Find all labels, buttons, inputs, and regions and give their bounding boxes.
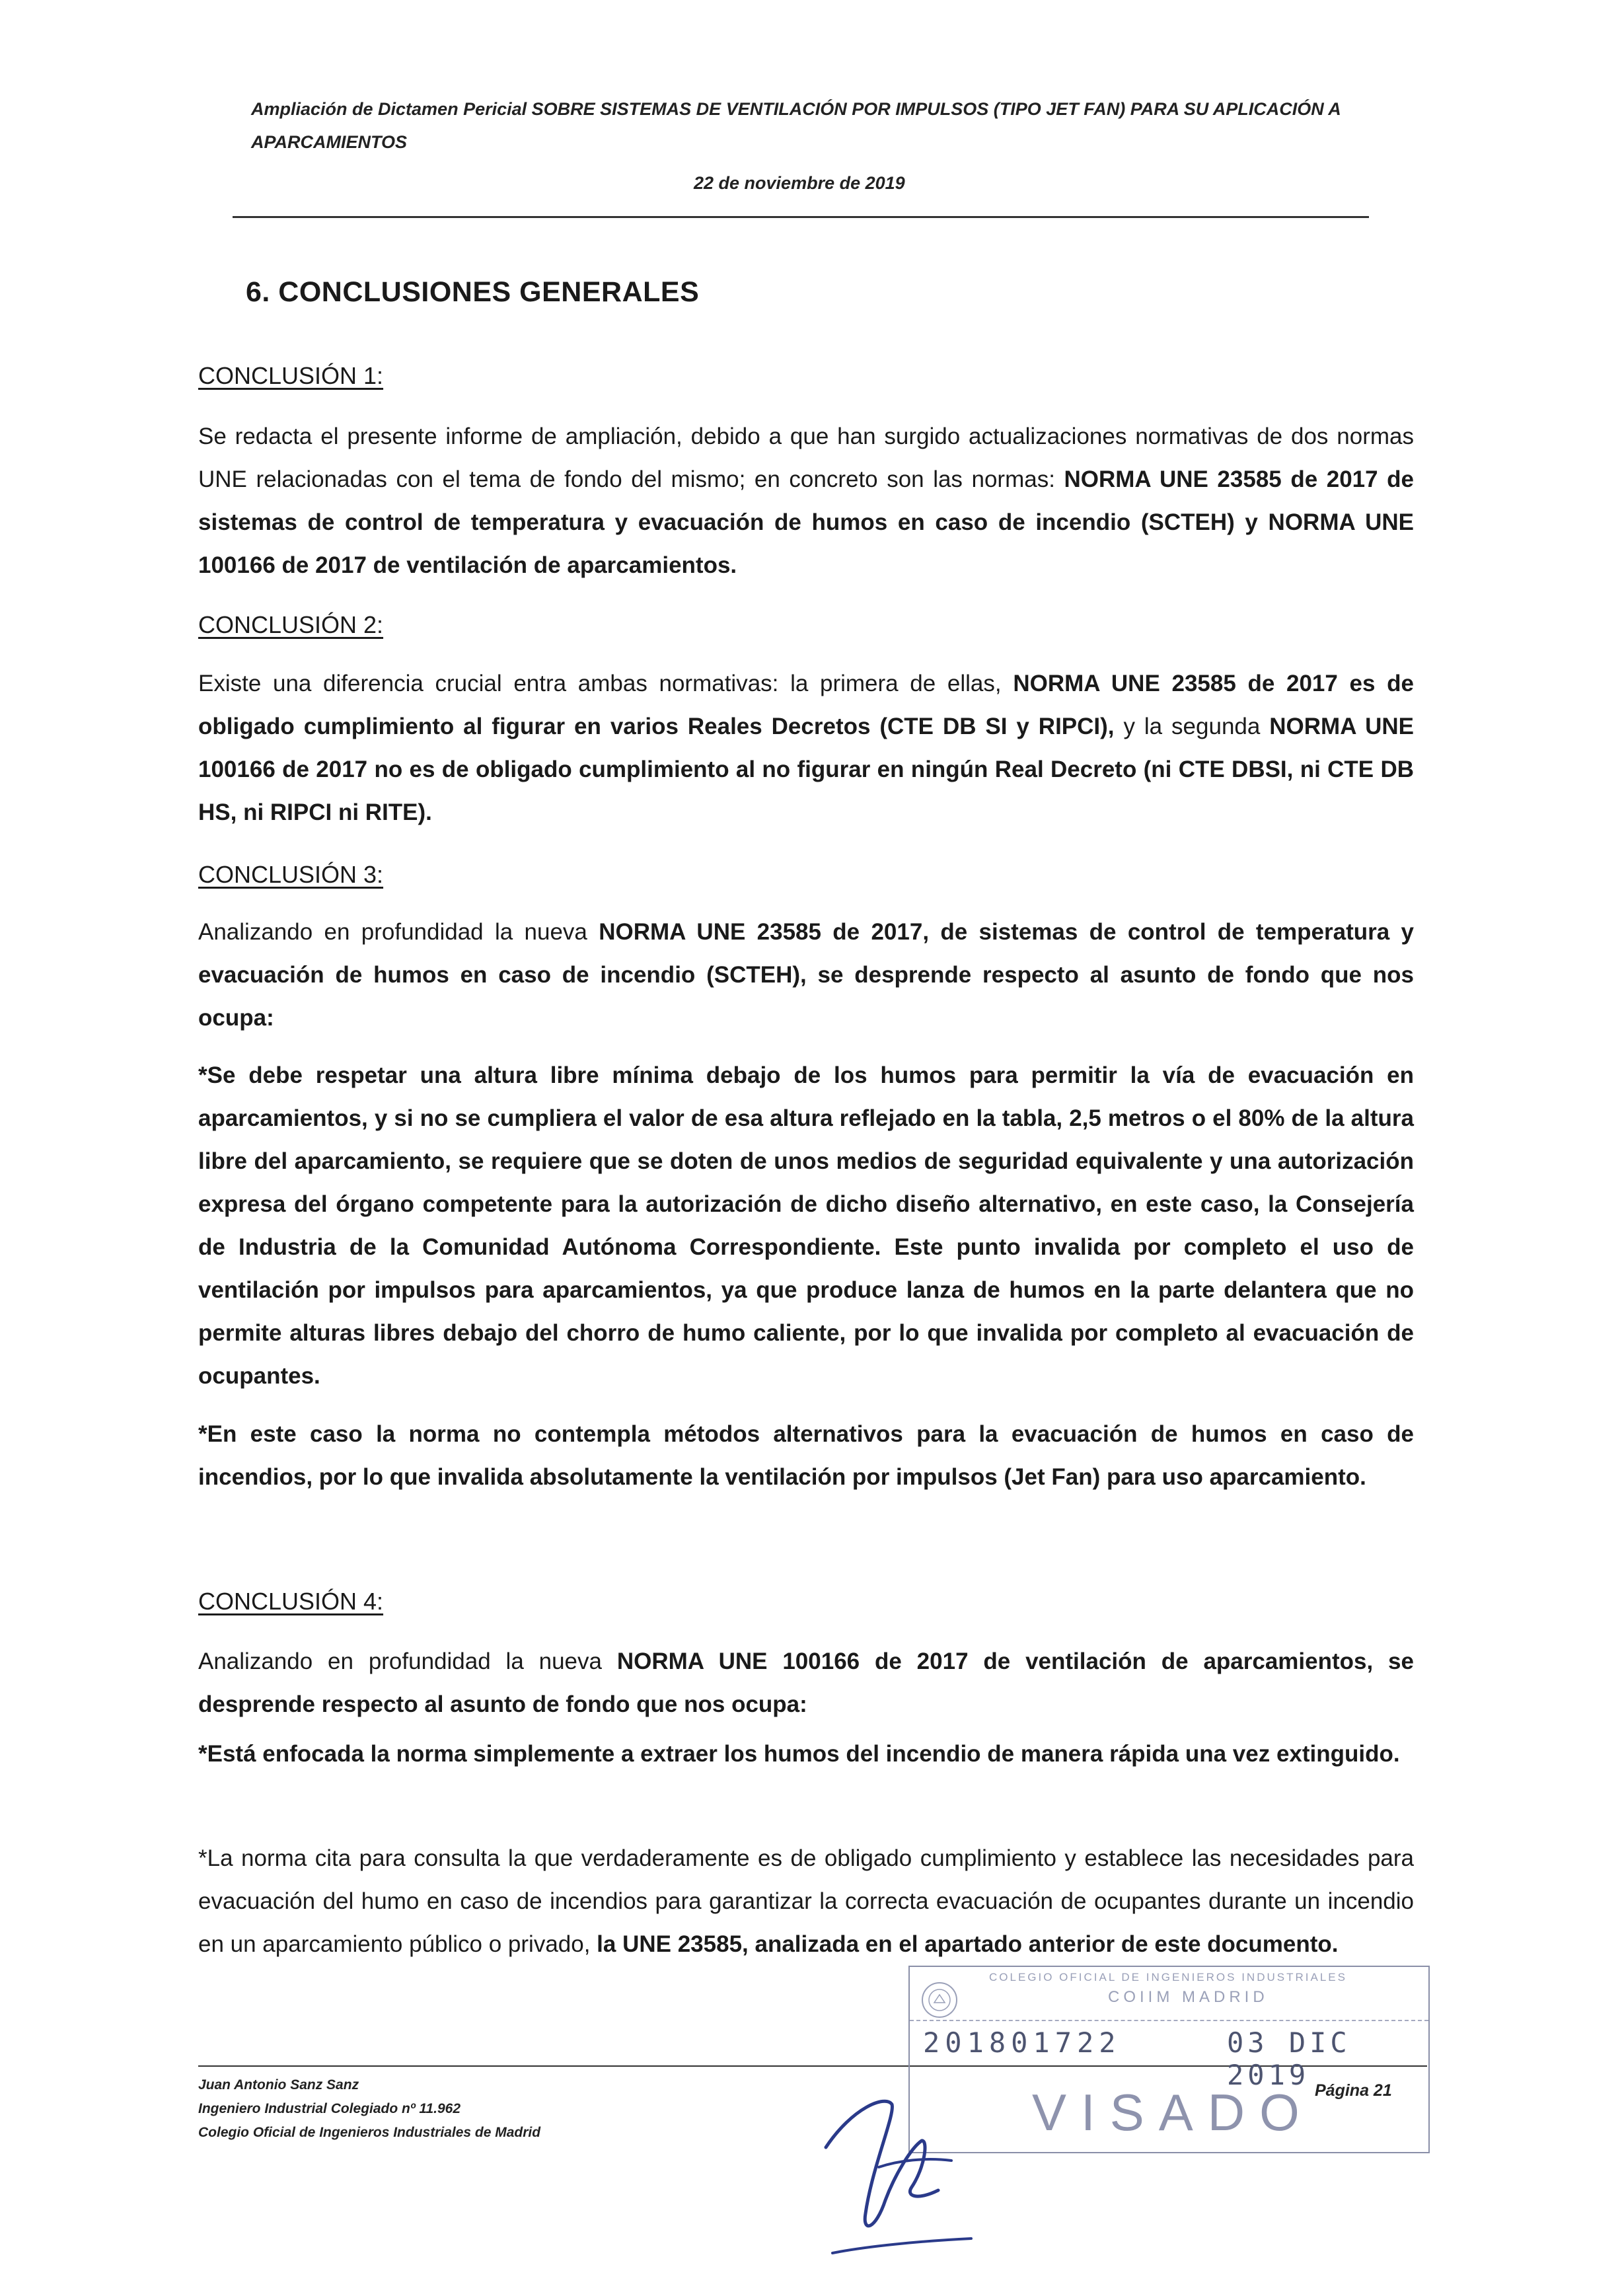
conclusion-2-paragraph <box>198 662 1414 834</box>
visado-stamp <box>908 1966 1430 2153</box>
stamp-college-text: COLEGIO OFICIAL DE INGENIEROS INDUSTRIALES <box>989 1971 1347 1983</box>
footer-author-name: Juan Antonio Sanz Sanz <box>198 2077 359 2092</box>
page-number: Página 21 <box>1315 2081 1392 2100</box>
conclusion-3-bold-text: NORMA UNE 23585 de 2017, de sistemas de control de temperatura y evacuación de humos en caso de incendio (SCTEH), se desprende respecto al asunto de fondo que nos ocupa: <box>198 919 1414 1031</box>
conclusion-2-text-b: y la segunda <box>1114 714 1270 739</box>
college-seal-icon <box>920 1980 959 2023</box>
stamp-city-text: COIIM MADRID <box>1108 1988 1269 2006</box>
conclusion-4-text: Analizando en profundidad la nueva <box>198 1648 617 1674</box>
conclusion-3-paragraph-2: *Se debe respetar una altura libre mínima debajo de los humos para permitir la vía de evacuación en aparcamientos, y si no se cumpliera el valor de esa altura reflejado en la tabla, 2,5 metros o el 80% de la altura libre del aparcamiento, se requiere que se doten de unos medios de seguridad equivalente y una autorización expresa del órgano competente para la autorización de dicho diseño alternativo, en este caso, la Consejería de Industria de la Comunidad Autónoma Correspondiente. Este punto invalida por completo el uso de ventilación por impulsos para aparcamientos, ya que produce lanza de humos en la parte delantera que no permite alturas libres debajo del chorro de humo caliente, por lo que invalida por completo al evacuación de ocupantes. <box>198 1062 1414 1389</box>
conclusion-1-bold-text: NORMA UNE 23585 de 2017 de sistemas de control de temperatura y evacuación de humos en caso de incendio (SCTEH) y NORMA UNE 100166 de 2017 de ventilación de aparcamientos. <box>198 466 1414 578</box>
footer-author-block <box>198 2073 540 2145</box>
header-divider <box>233 216 1369 218</box>
conclusion-1-paragraph <box>198 415 1414 587</box>
conclusion-2-heading: CONCLUSIÓN 2: <box>198 611 384 638</box>
stamp-divider <box>910 2020 1428 2021</box>
conclusion-4-heading: CONCLUSIÓN 4: <box>198 1588 384 1615</box>
conclusion-1-text: Se redacta el presente informe de ampliación, debido a que han surgido actualizaciones normativas de dos normas UNE relacionadas con el tema de fondo del mismo; en concreto son las normas: <box>198 424 1414 492</box>
footer-author-college: Colegio Oficial de Ingenieros Industriales de Madrid <box>198 2125 541 2140</box>
conclusion-3-text: Analizando en profundidad la nueva <box>198 919 599 945</box>
stamp-visado-label: VISADO <box>1032 2083 1314 2141</box>
conclusion-2-bold-b: NORMA UNE 100166 de 2017 no es de obligado cumplimiento al no figurar en ningún Real Decreto (ni CTE DBSI, ni CTE DB HS, ni RIPCI ni RITE). <box>198 714 1414 825</box>
footer-author-role: Ingeniero Industrial Colegiado nº 11.962 <box>198 2101 461 2116</box>
conclusion-3-heading: CONCLUSIÓN 3: <box>198 861 384 888</box>
document-header-date: 22 de noviembre de 2019 <box>694 173 905 193</box>
conclusion-4-paragraph-2: *Está enfocada la norma simplemente a extraer los humos del incendio de manera rápida una vez extinguido. <box>198 1741 1400 1767</box>
conclusion-2-text-a: Existe una diferencia crucial entra ambas normativas: la primera de ellas, <box>198 671 1014 696</box>
conclusion-4-bold-text: NORMA UNE 100166 de 2017 de ventilación de aparcamientos, se desprende respecto al asunto de fondo que nos ocupa: <box>198 1648 1414 1717</box>
section-title: 6. CONCLUSIONES GENERALES <box>246 276 700 308</box>
stamp-registration-number: 201801722 <box>923 2026 1121 2059</box>
conclusion-4-bold-text-b: la UNE 23585, analizada en el apartado anterior de este documento. <box>597 1931 1339 1957</box>
conclusion-3-paragraph-3: *En este caso la norma no contempla métodos alternativos para la evacuación de humos en caso de incendios, por lo que invalida absolutamente la ventilación por impulsos (Jet Fan) para uso aparcamiento. <box>198 1421 1414 1490</box>
conclusion-4-paragraph-3 <box>198 1837 1414 1966</box>
conclusion-3-paragraph-1 <box>198 910 1414 1039</box>
stamp-date: 03 DIC 2019 <box>1227 2026 1351 2091</box>
conclusion-4-text-b: *La norma cita para consulta la que verdaderamente es de obligado cumplimiento y establece las necesidades para evacuación del humo en caso de incendios para garantizar la correcta evacuación de ocupantes durante un incendio en un aparcamiento público o privado, <box>198 1845 1414 1957</box>
conclusion-4-paragraph-1 <box>198 1640 1414 1726</box>
document-header-title: Ampliación de Dictamen Pericial SOBRE SISTEMAS DE VENTILACIÓN POR IMPULSOS (TIPO JET FAN) PARA SU APLICACIÓN A APARCAMIENTOS <box>251 99 1341 152</box>
conclusion-1-heading: CONCLUSIÓN 1: <box>198 362 384 389</box>
conclusion-2-bold-a: NORMA UNE 23585 de 2017 es de obligado cumplimiento al figurar en varios Reales Decretos (CTE DB SI y RIPCI), <box>198 671 1414 739</box>
handwritten-signature-icon <box>813 2068 984 2270</box>
